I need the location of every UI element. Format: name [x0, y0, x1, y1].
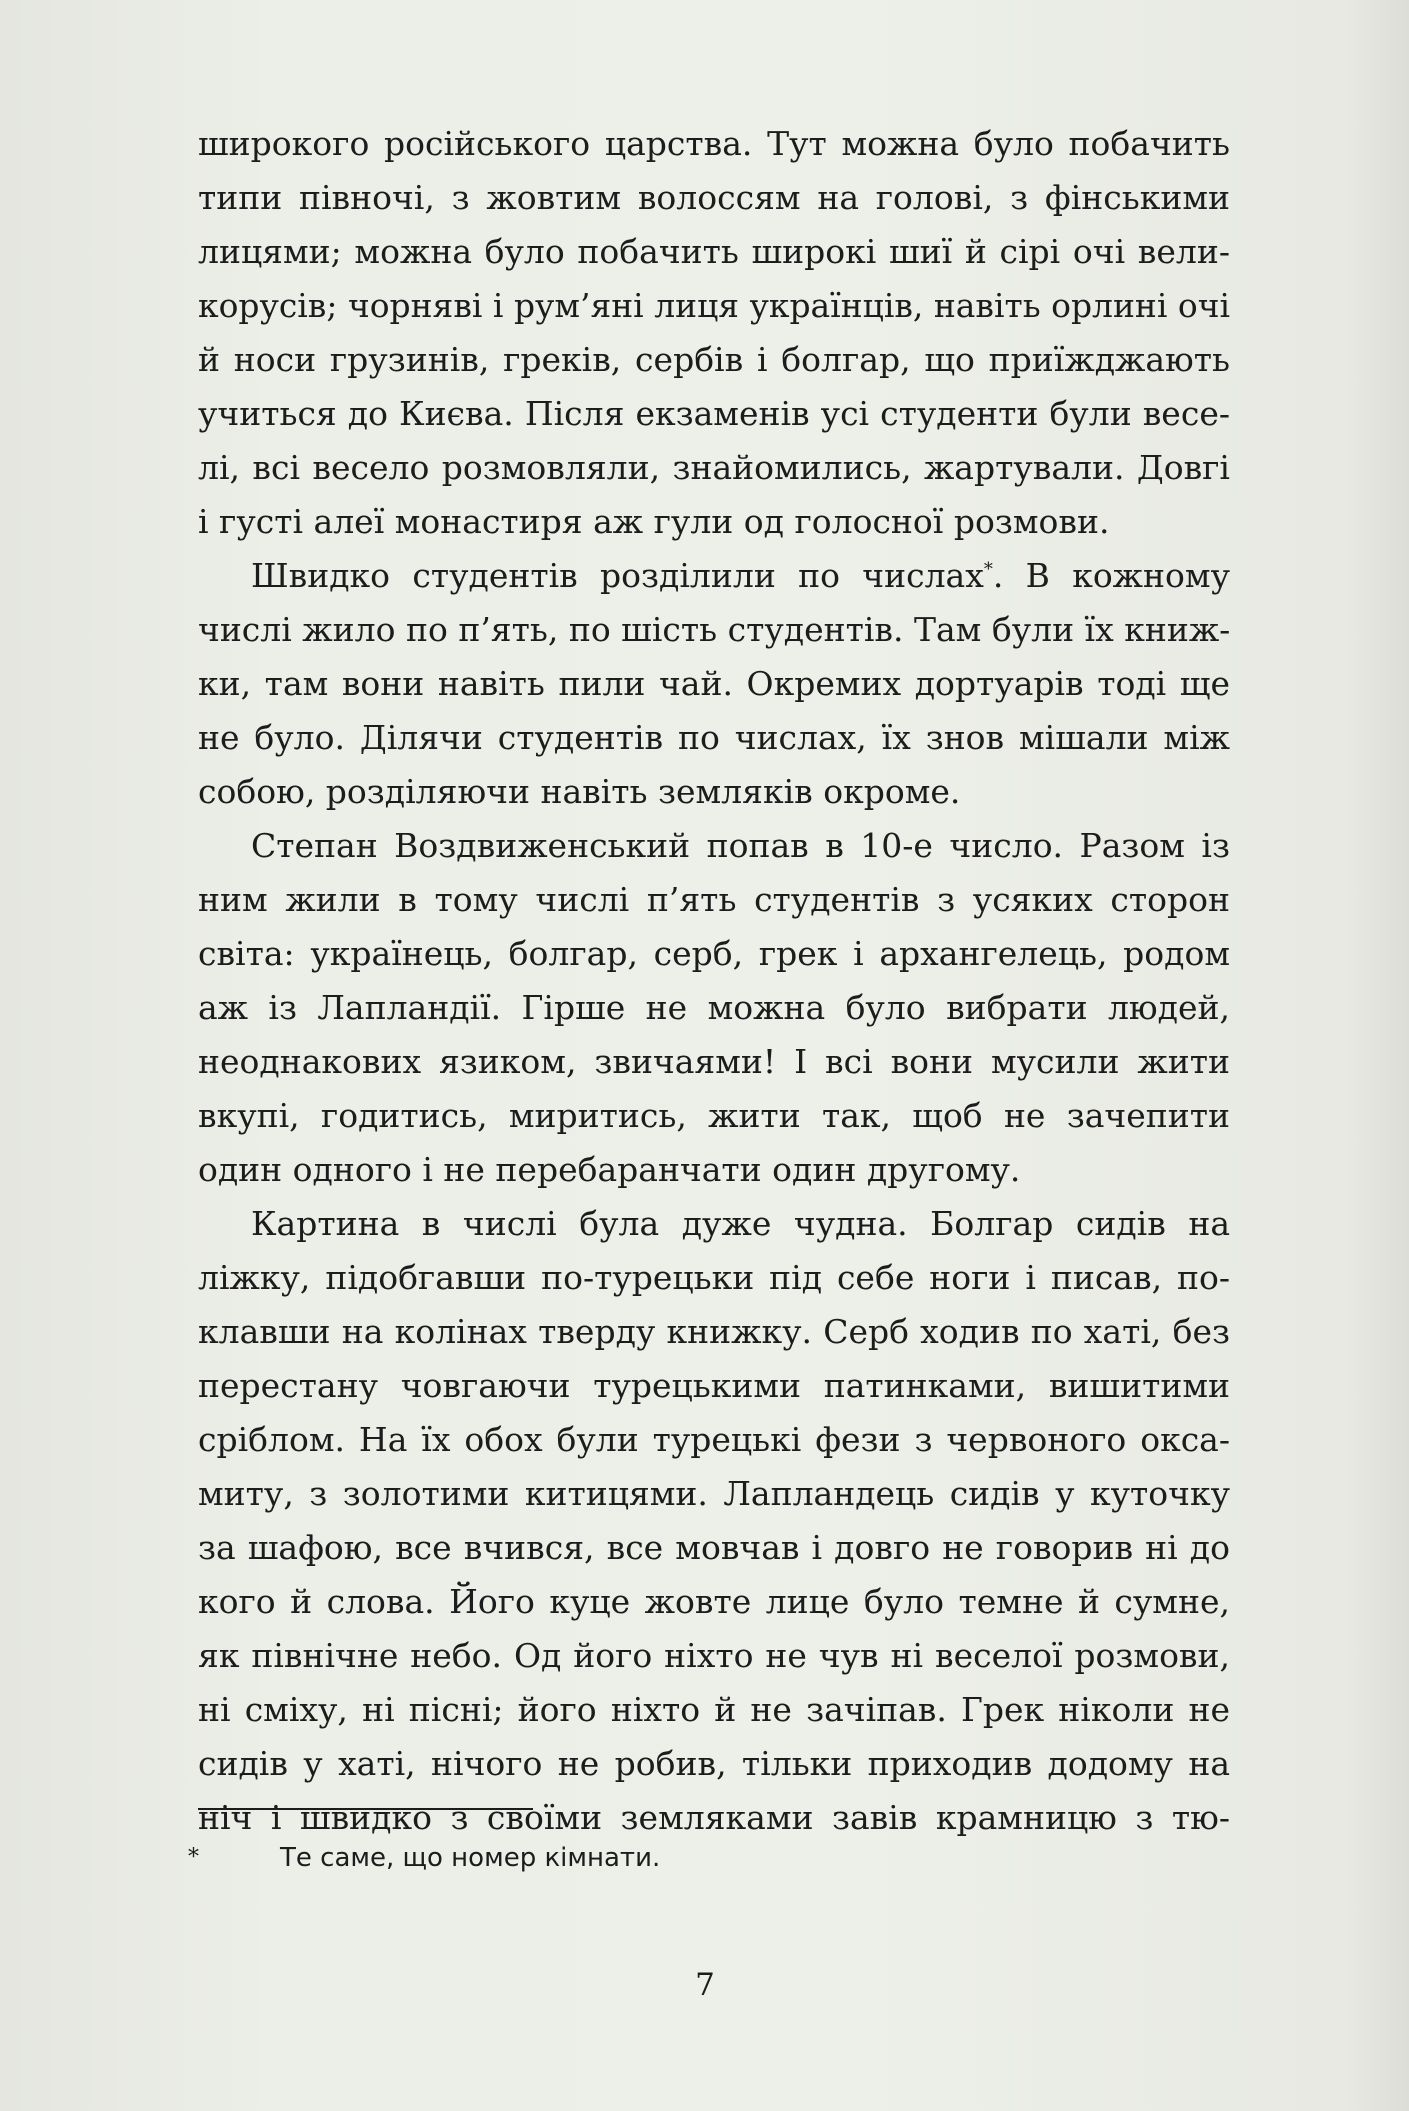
text-line: аж із Лапландії. Гірше не можна було вибрати людей,: [198, 988, 1230, 1027]
paragraph-first-line: [251, 549, 1230, 603]
text-line: кого й слова. Його куце жовте лице було темне й сумне,: [198, 1582, 1230, 1621]
text-span: Швидко студентів розділили по числах: [251, 556, 984, 595]
text-line: сріблом. На їх обох були турецькі фези з червоного окса-: [198, 1420, 1230, 1459]
footnote-marker: *: [188, 1845, 199, 1870]
paragraph-first-line: Картина в числі була дуже чудна. Болгар сидів на: [251, 1204, 1230, 1243]
paragraph-first-line: Степан Воздвиженський попав в 10-е число. Разом із: [251, 826, 1230, 865]
text-line: учиться до Києва. Після екзаменів усі студенти були весе-: [198, 394, 1230, 433]
text-line: миту, з золотими китицями. Лапландець сидів у куточку: [198, 1474, 1230, 1513]
text-line: й носи грузинів, греків, сербів і болгар, що приїжджають: [198, 340, 1230, 379]
text-span: . В кожному: [992, 556, 1230, 595]
text-line: лицями; можна було побачить широкі шиї й сірі очі вели-: [198, 232, 1230, 271]
footnote-reference: *: [983, 559, 993, 580]
text-line: перестану човгаючи турецькими патинками, вишитими: [198, 1366, 1230, 1405]
text-line: світа: українець, болгар, серб, грек і архангелець, родом: [198, 934, 1230, 973]
text-line: один одного і не перебаранчати один другому.: [198, 1150, 1021, 1189]
text-line: числі жило по п’ять, по шість студентів. Там були їх книж-: [198, 610, 1231, 649]
text-line: ліжку, підобгавши по-турецьки під себе ноги і писав, по-: [198, 1258, 1230, 1297]
text-line: за шафою, все вчився, все мовчав і довго не говорив ні до: [198, 1528, 1230, 1567]
text-line: клавши на колінах тверду книжку. Серб ходив по хаті, без: [198, 1312, 1230, 1351]
text-line: не було. Ділячи студентів по числах, їх знов мішали між: [198, 718, 1230, 757]
text-line: як північне небо. Од його ніхто не чув ні веселої розмови,: [198, 1636, 1230, 1675]
footnote-divider: [198, 1808, 533, 1810]
text-line: вкупі, годитись, миритись, жити так, щоб не зачепити: [198, 1096, 1230, 1135]
text-line: ні сміху, ні пісні; його ніхто й не зачіпав. Грек ніколи не: [198, 1690, 1230, 1729]
page-number: 7: [695, 1967, 715, 2003]
text-line: типи півночі, з жовтим волоссям на голові, з фінськими: [198, 178, 1230, 217]
text-line: сидів у хаті, нічого не робив, тільки приходив додому на: [198, 1744, 1230, 1783]
text-line: і густі алеї монастиря аж гули од голосної розмови.: [198, 502, 1110, 541]
footnote-text: Те саме, що номер кімнати.: [280, 1843, 661, 1873]
text-line: ним жили в тому числі п’ять студентів з усяких сторон: [198, 880, 1230, 919]
text-line: ки, там вони навіть пили чай. Окремих дортуарів тоді ще: [198, 664, 1230, 703]
text-line: широкого російського царства. Тут можна було побачить: [198, 124, 1230, 163]
text-line: корусів; чорняві і рум’яні лиця українців, навіть орлині очі: [198, 286, 1230, 325]
text-line: собою, розділяючи навіть земляків окроме.: [198, 772, 961, 811]
text-line: неоднакових язиком, звичаями! І всі вони мусили жити: [198, 1042, 1230, 1081]
text-line: ніч і швидко з своїми земляками завів крамницю з тю-: [198, 1798, 1230, 1837]
text-line: лі, всі весело розмовляли, знайомились, жартували. Довгі: [198, 448, 1230, 487]
